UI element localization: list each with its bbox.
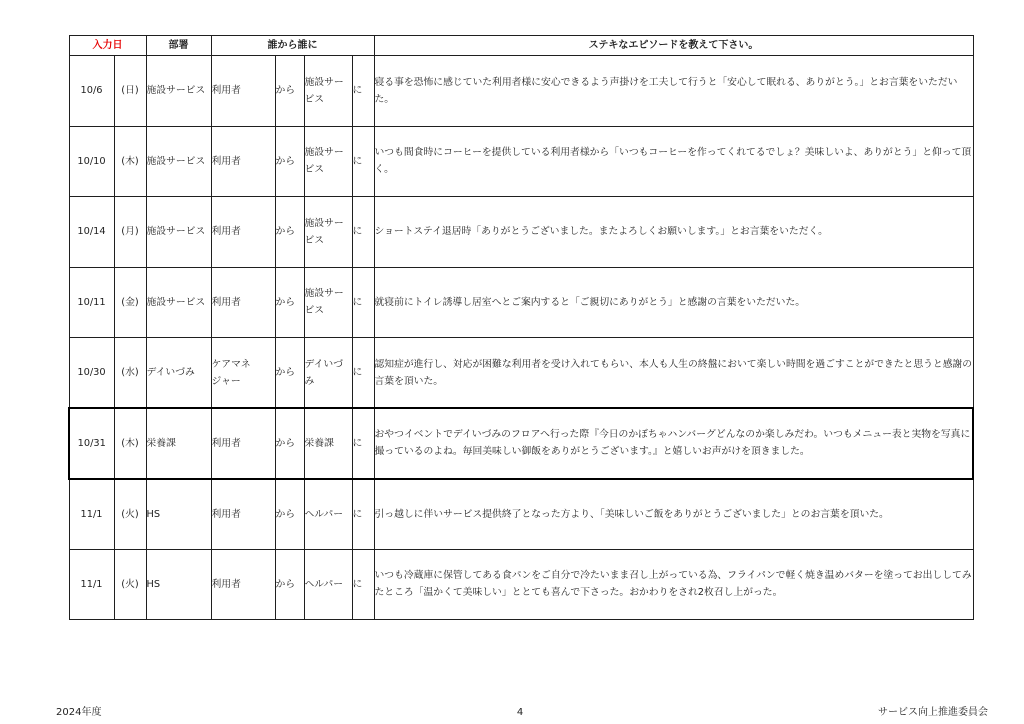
header-episode: ステキなエピソードを教えて下さい。 [374, 36, 973, 56]
episode-cell: いつも冷蔵庫に保管してある食パンをご自分で冷たいまま召し上がっている為、フライパンで軽く焼き温めバターを塗ってお出ししてみたところ「温かくて美味しい」ととても喜んで下さった。おかわりをされ2枚召し上がった。 [374, 549, 973, 620]
from-label: ケアマネジャー [211, 358, 251, 387]
header-department: 部署 [146, 36, 211, 56]
kara-cell: から [275, 56, 304, 127]
episode-cell: 就寝前にトイレ誘導し居室へとご案内すると「ご親切にありがとう」と感謝の言葉をいただいた。 [374, 267, 973, 338]
table-row [69, 267, 973, 338]
from-label: 利用者 [211, 508, 241, 520]
table-row [69, 408, 973, 479]
kara-cell: から [275, 479, 304, 550]
episode-cell: おやつイベントでデイいづみのフロアへ行った際『今日のかぼちゃハンバーグどんなのか楽しみだわ。いつもメニュー表と実物を写真に撮っているのよね。毎回美味しい御飯をありがとうございます。』と嬉しいお声がけを頂きました。 [374, 408, 973, 479]
to-cell [304, 56, 352, 127]
episode-cell: いつも間食時にコーヒーを提供している利用者様から「いつもコーヒーを作ってくれてるでしょ？美味しいよ、ありがとう」と仰って頂く。 [374, 126, 973, 197]
episode-table [68, 35, 974, 620]
from-cell [211, 338, 275, 409]
table-row [69, 197, 973, 268]
to-cell [304, 479, 352, 550]
to-label: 施設サービス [304, 217, 344, 246]
date-cell: 10/14 [69, 197, 114, 268]
ni-cell: に [352, 549, 374, 620]
to-cell [304, 126, 352, 197]
from-label: 利用者 [211, 155, 241, 167]
footer-year: 2024年度 [56, 707, 102, 718]
department-cell: 施設サービス [146, 56, 211, 127]
to-cell [304, 197, 352, 268]
date-cell: 10/11 [69, 267, 114, 338]
from-label: 利用者 [211, 226, 241, 238]
to-cell [304, 549, 352, 620]
episode-cell: 引っ越しに伴いサービス提供終了となった方より、「美味しいご飯をありがとうございました」とのお言葉を頂いた。 [374, 479, 973, 550]
from-cell [211, 549, 275, 620]
table-row [69, 126, 973, 197]
ni-cell: に [352, 126, 374, 197]
header-row [69, 36, 973, 56]
from-label: 利用者 [211, 296, 241, 308]
date-cell: 10/31 [69, 408, 114, 479]
weekday-cell: (月) [114, 197, 146, 268]
footer-organization: サービス向上推進委員会 [878, 707, 988, 718]
kara-cell: から [275, 549, 304, 620]
ni-cell: に [352, 408, 374, 479]
from-cell [211, 197, 275, 268]
to-label: ヘルパー [304, 578, 344, 590]
ni-cell: に [352, 267, 374, 338]
weekday-cell: (水) [114, 338, 146, 409]
to-cell [304, 408, 352, 479]
weekday-cell: (木) [114, 408, 146, 479]
to-label: 施設サービス [304, 76, 344, 105]
table-row [69, 338, 973, 409]
date-cell: 10/6 [69, 56, 114, 127]
table-row [69, 549, 973, 620]
table-row [69, 479, 973, 550]
table-row [69, 56, 973, 127]
ni-cell: に [352, 197, 374, 268]
kara-cell: から [275, 408, 304, 479]
to-label: 栄養課 [304, 437, 334, 449]
from-cell [211, 479, 275, 550]
to-label: デイいづみ [304, 358, 344, 387]
page-number: 4 [516, 707, 524, 718]
weekday-cell: (火) [114, 479, 146, 550]
department-cell: HS [146, 479, 211, 550]
from-cell [211, 408, 275, 479]
episode-cell: 寝る事を恐怖に感じていた利用者様に安心できるよう声掛けを工夫して行うと「安心して眠れる、ありがとう。」とお言葉をいただいた。 [374, 56, 973, 127]
to-cell [304, 338, 352, 409]
kara-cell: から [275, 126, 304, 197]
department-cell: HS [146, 549, 211, 620]
date-cell: 11/1 [69, 479, 114, 550]
department-cell: 施設サービス [146, 267, 211, 338]
weekday-cell: (木) [114, 126, 146, 197]
from-label: 利用者 [211, 578, 241, 590]
weekday-cell: (金) [114, 267, 146, 338]
date-cell: 10/10 [69, 126, 114, 197]
department-cell: 施設サービス [146, 126, 211, 197]
header-date: 入力日 [69, 36, 146, 56]
from-cell [211, 267, 275, 338]
department-cell: 栄養課 [146, 408, 211, 479]
kara-cell: から [275, 197, 304, 268]
kara-cell: から [275, 267, 304, 338]
kara-cell: から [275, 338, 304, 409]
from-label: 利用者 [211, 437, 241, 449]
ni-cell: に [352, 338, 374, 409]
to-label: ヘルパー [304, 508, 344, 520]
header-from-to: 誰から誰に [211, 36, 374, 56]
date-cell: 10/30 [69, 338, 114, 409]
weekday-cell: (日) [114, 56, 146, 127]
department-cell: デイいづみ [146, 338, 211, 409]
from-cell [211, 56, 275, 127]
episode-cell: 認知症が進行し、対応が困難な利用者を受け入れてもらい、本人も人生の終盤において楽しい時間を過ごすことができたと思うと感謝の言葉を頂いた。 [374, 338, 973, 409]
episode-cell: ショートステイ退居時「ありがとうございました。またよろしくお願いします。」とお言葉をいただく。 [374, 197, 973, 268]
to-label: 施設サービス [304, 147, 344, 176]
ni-cell: に [352, 479, 374, 550]
from-cell [211, 126, 275, 197]
weekday-cell: (火) [114, 549, 146, 620]
date-cell: 11/1 [69, 549, 114, 620]
department-cell: 施設サービス [146, 197, 211, 268]
to-cell [304, 267, 352, 338]
ni-cell: に [352, 56, 374, 127]
to-label: 施設サービス [304, 288, 344, 317]
from-label: 利用者 [211, 85, 241, 97]
